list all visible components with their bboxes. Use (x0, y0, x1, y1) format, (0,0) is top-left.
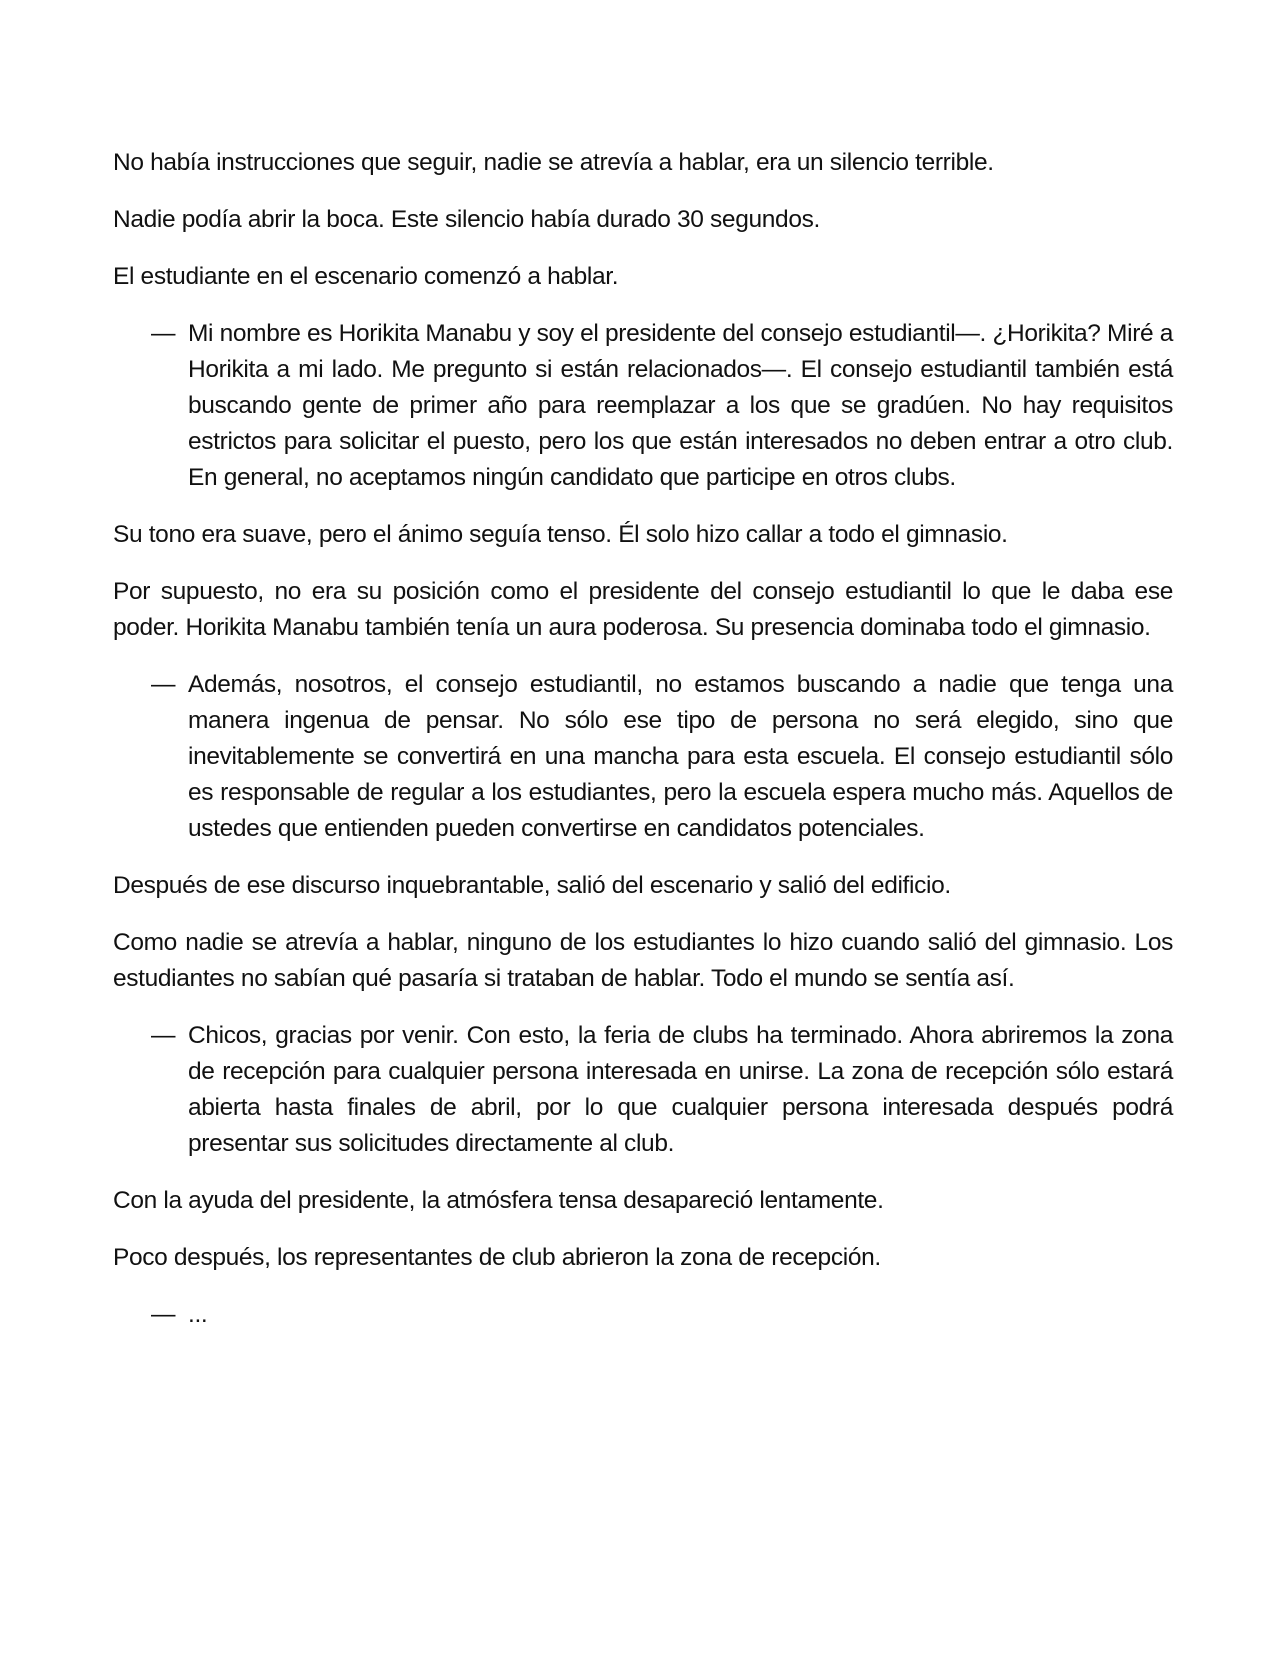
em-dash: — (151, 1022, 176, 1049)
document-page (113, 145, 1173, 1354)
dialogue-text: ... (188, 1301, 208, 1328)
paragraph: Como nadie se atrevía a hablar, ninguno de los estudiantes lo hizo cuando salió del gimnasio. Los estudiantes no sabían qué pasaría si trataban de hablar. Todo el mundo se sentía así. (113, 929, 1173, 992)
dialogue-text: Además, nosotros, el consejo estudiantil, no estamos buscando a nadie que tenga una manera ingenua de pensar. No sólo ese tipo de persona no será elegido, sino que inevitablemente se convertirá en una mancha para esta escuela. El consejo estudiantil sólo es responsable de regular a los estudiantes, pero la escuela espera mucho más. Aquellos de ustedes que entienden pueden convertirse en candidatos potenciales. (188, 671, 1173, 842)
paragraph: Después de ese discurso inquebrantable, salió del escenario y salió del edificio. (113, 872, 951, 899)
paragraph: Su tono era suave, pero el ánimo seguía tenso. Él solo hizo callar a todo el gimnasio. (113, 521, 1008, 548)
em-dash: — (151, 1301, 176, 1328)
dialogue-line (113, 316, 1173, 496)
dialogue-text: Chicos, gracias por venir. Con esto, la feria de clubs ha terminado. Ahora abriremos la zona de recepción para cualquier persona interesada en unirse. La zona de recepción sólo estará abierta hasta finales de abril, por lo que cualquier persona interesada después podrá presentar sus solicitudes directamente al club. (188, 1022, 1173, 1157)
dialogue-text: Mi nombre es Horikita Manabu y soy el presidente del consejo estudiantil—. ¿Horikita? Miré a Horikita a mi lado. Me pregunto si están relacionados—. El consejo estudiantil también está buscando gente de primer año para reemplazar a los que se gradúen. No hay requisitos estrictos para solicitar el puesto, pero los que están interesados no deben entrar a otro club. En general, no aceptamos ningún candidato que participe en otros clubs. (188, 320, 1174, 491)
paragraph: El estudiante en el escenario comenzó a hablar. (113, 263, 619, 290)
em-dash: — (151, 671, 176, 698)
paragraph: Nadie podía abrir la boca. Este silencio había durado 30 segundos. (113, 206, 820, 233)
dialogue-line (113, 1297, 1173, 1333)
paragraph: No había instrucciones que seguir, nadie se atrevía a hablar, era un silencio terrible. (113, 149, 994, 176)
paragraph: Por supuesto, no era su posición como el presidente del consejo estudiantil lo que le daba ese poder. Horikita Manabu también tenía un aura poderosa. Su presencia dominaba todo el gimnasio. (113, 578, 1173, 641)
dialogue-line (113, 667, 1173, 847)
paragraph: Poco después, los representantes de club abrieron la zona de recepción. (113, 1244, 881, 1271)
dialogue-line (113, 1018, 1173, 1162)
paragraph: Con la ayuda del presidente, la atmósfera tensa desapareció lentamente. (113, 1187, 884, 1214)
em-dash: — (151, 320, 176, 347)
